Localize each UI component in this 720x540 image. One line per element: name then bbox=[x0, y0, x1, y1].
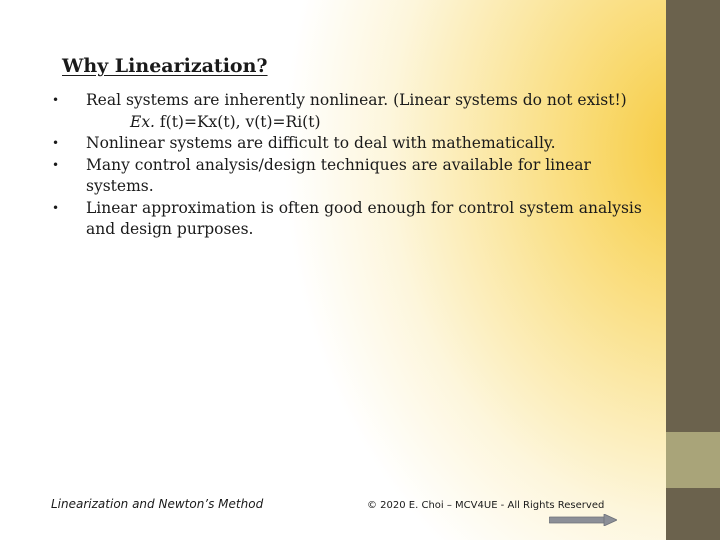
side-bar-upper bbox=[666, 0, 720, 432]
bullet-dot: • bbox=[52, 157, 60, 172]
side-bar-lower bbox=[666, 488, 720, 540]
bullet-item bbox=[52, 155, 642, 198]
bullet-dot: • bbox=[52, 93, 60, 107]
footer-title: Linearization and Newton’s Method bbox=[51, 497, 264, 511]
bullet-item bbox=[52, 133, 642, 155]
bullet-item bbox=[52, 90, 642, 112]
slide-title: Why Linearization? bbox=[62, 55, 268, 77]
side-bar-accent bbox=[666, 432, 720, 488]
bullet-text: Many control analysis/design techniques are available for linear systems. bbox=[86, 155, 591, 195]
bullet-text: Linear approximation is often good enough for control system analysis and design purposes. bbox=[86, 198, 642, 238]
bullet-text: Real systems are inherently nonlinear. (Linear systems do not exist!) bbox=[86, 91, 627, 109]
example-prefix: Ex. bbox=[130, 112, 155, 131]
footer-copyright: © 2020 E. Choi – MCV4UE - All Rights Reserved bbox=[367, 500, 605, 511]
right-arrow-icon[interactable] bbox=[549, 514, 617, 526]
bullet-item bbox=[52, 198, 642, 241]
example-line bbox=[52, 112, 642, 134]
example-text: f(t)=Kx(t), v(t)=Ri(t) bbox=[159, 112, 321, 131]
bullet-list bbox=[52, 90, 642, 241]
bullet-dot: • bbox=[52, 136, 60, 150]
bullet-text: Nonlinear systems are difficult to deal with mathematically. bbox=[86, 134, 556, 152]
bullet-dot: • bbox=[52, 200, 60, 215]
